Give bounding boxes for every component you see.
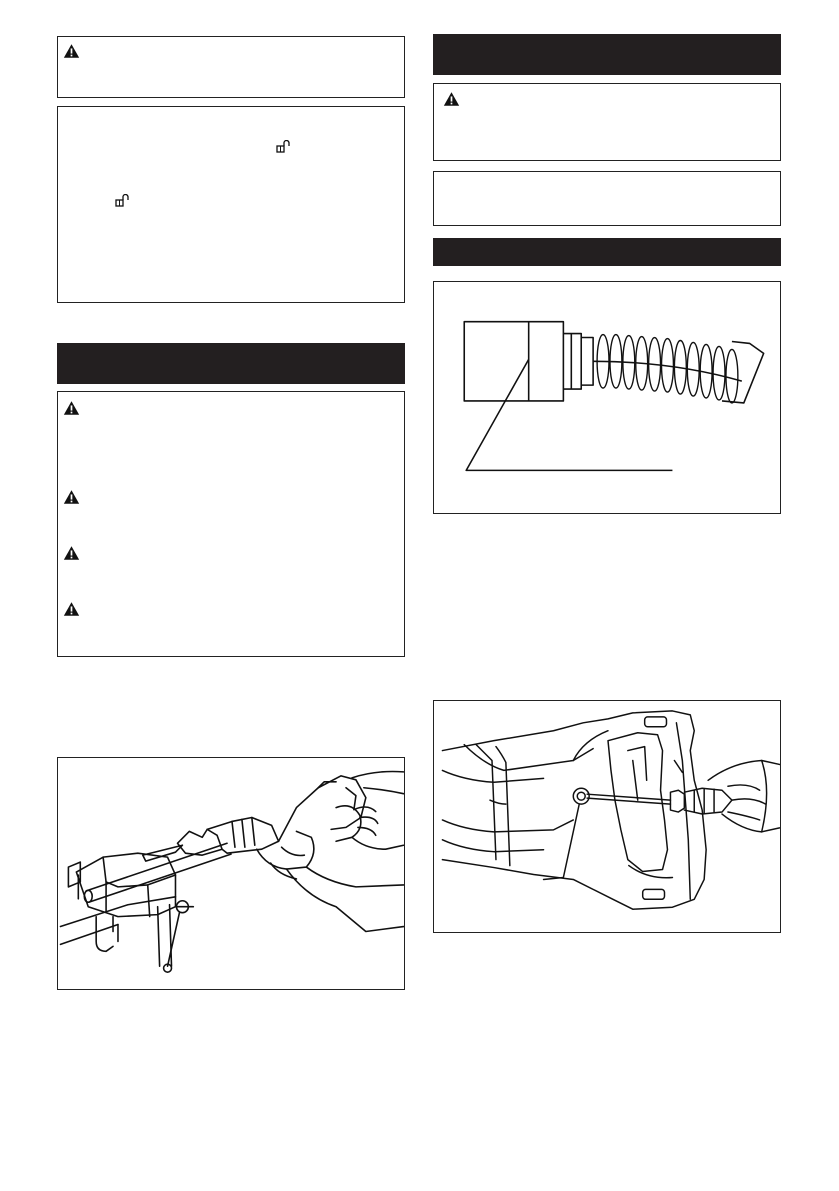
figure-carbon-brush (433, 281, 781, 514)
notice-box-lock (57, 106, 405, 303)
hand-holding-reciprocating-saw-cutting-pipe-icon (58, 758, 404, 989)
warning-triangle-icon (443, 91, 460, 107)
section-heading-bar-right (433, 34, 781, 75)
warning-triangle-icon (63, 489, 80, 505)
warning-box-right (433, 83, 781, 161)
figure-cutting-pipe-in-vise (57, 757, 405, 990)
warning-triangle-icon (63, 43, 80, 59)
screwdriver-removing-brush-holder-cap-icon (434, 701, 780, 932)
warning-triangle-icon (63, 545, 80, 561)
warning-triangle-icon (63, 601, 80, 617)
warning-box-multiple (57, 391, 405, 657)
padlock-unlocked-icon (115, 194, 129, 207)
subheading-bar-right (433, 238, 781, 266)
notice-box-right (433, 171, 781, 226)
carbon-brush-limit-mark-icon (434, 282, 780, 513)
warning-triangle-icon (63, 400, 80, 416)
figure-brush-holder-cap-removal (433, 700, 781, 933)
warning-box-top-left (57, 36, 405, 98)
section-heading-bar-left (57, 343, 405, 384)
padlock-unlocked-icon (276, 140, 290, 153)
